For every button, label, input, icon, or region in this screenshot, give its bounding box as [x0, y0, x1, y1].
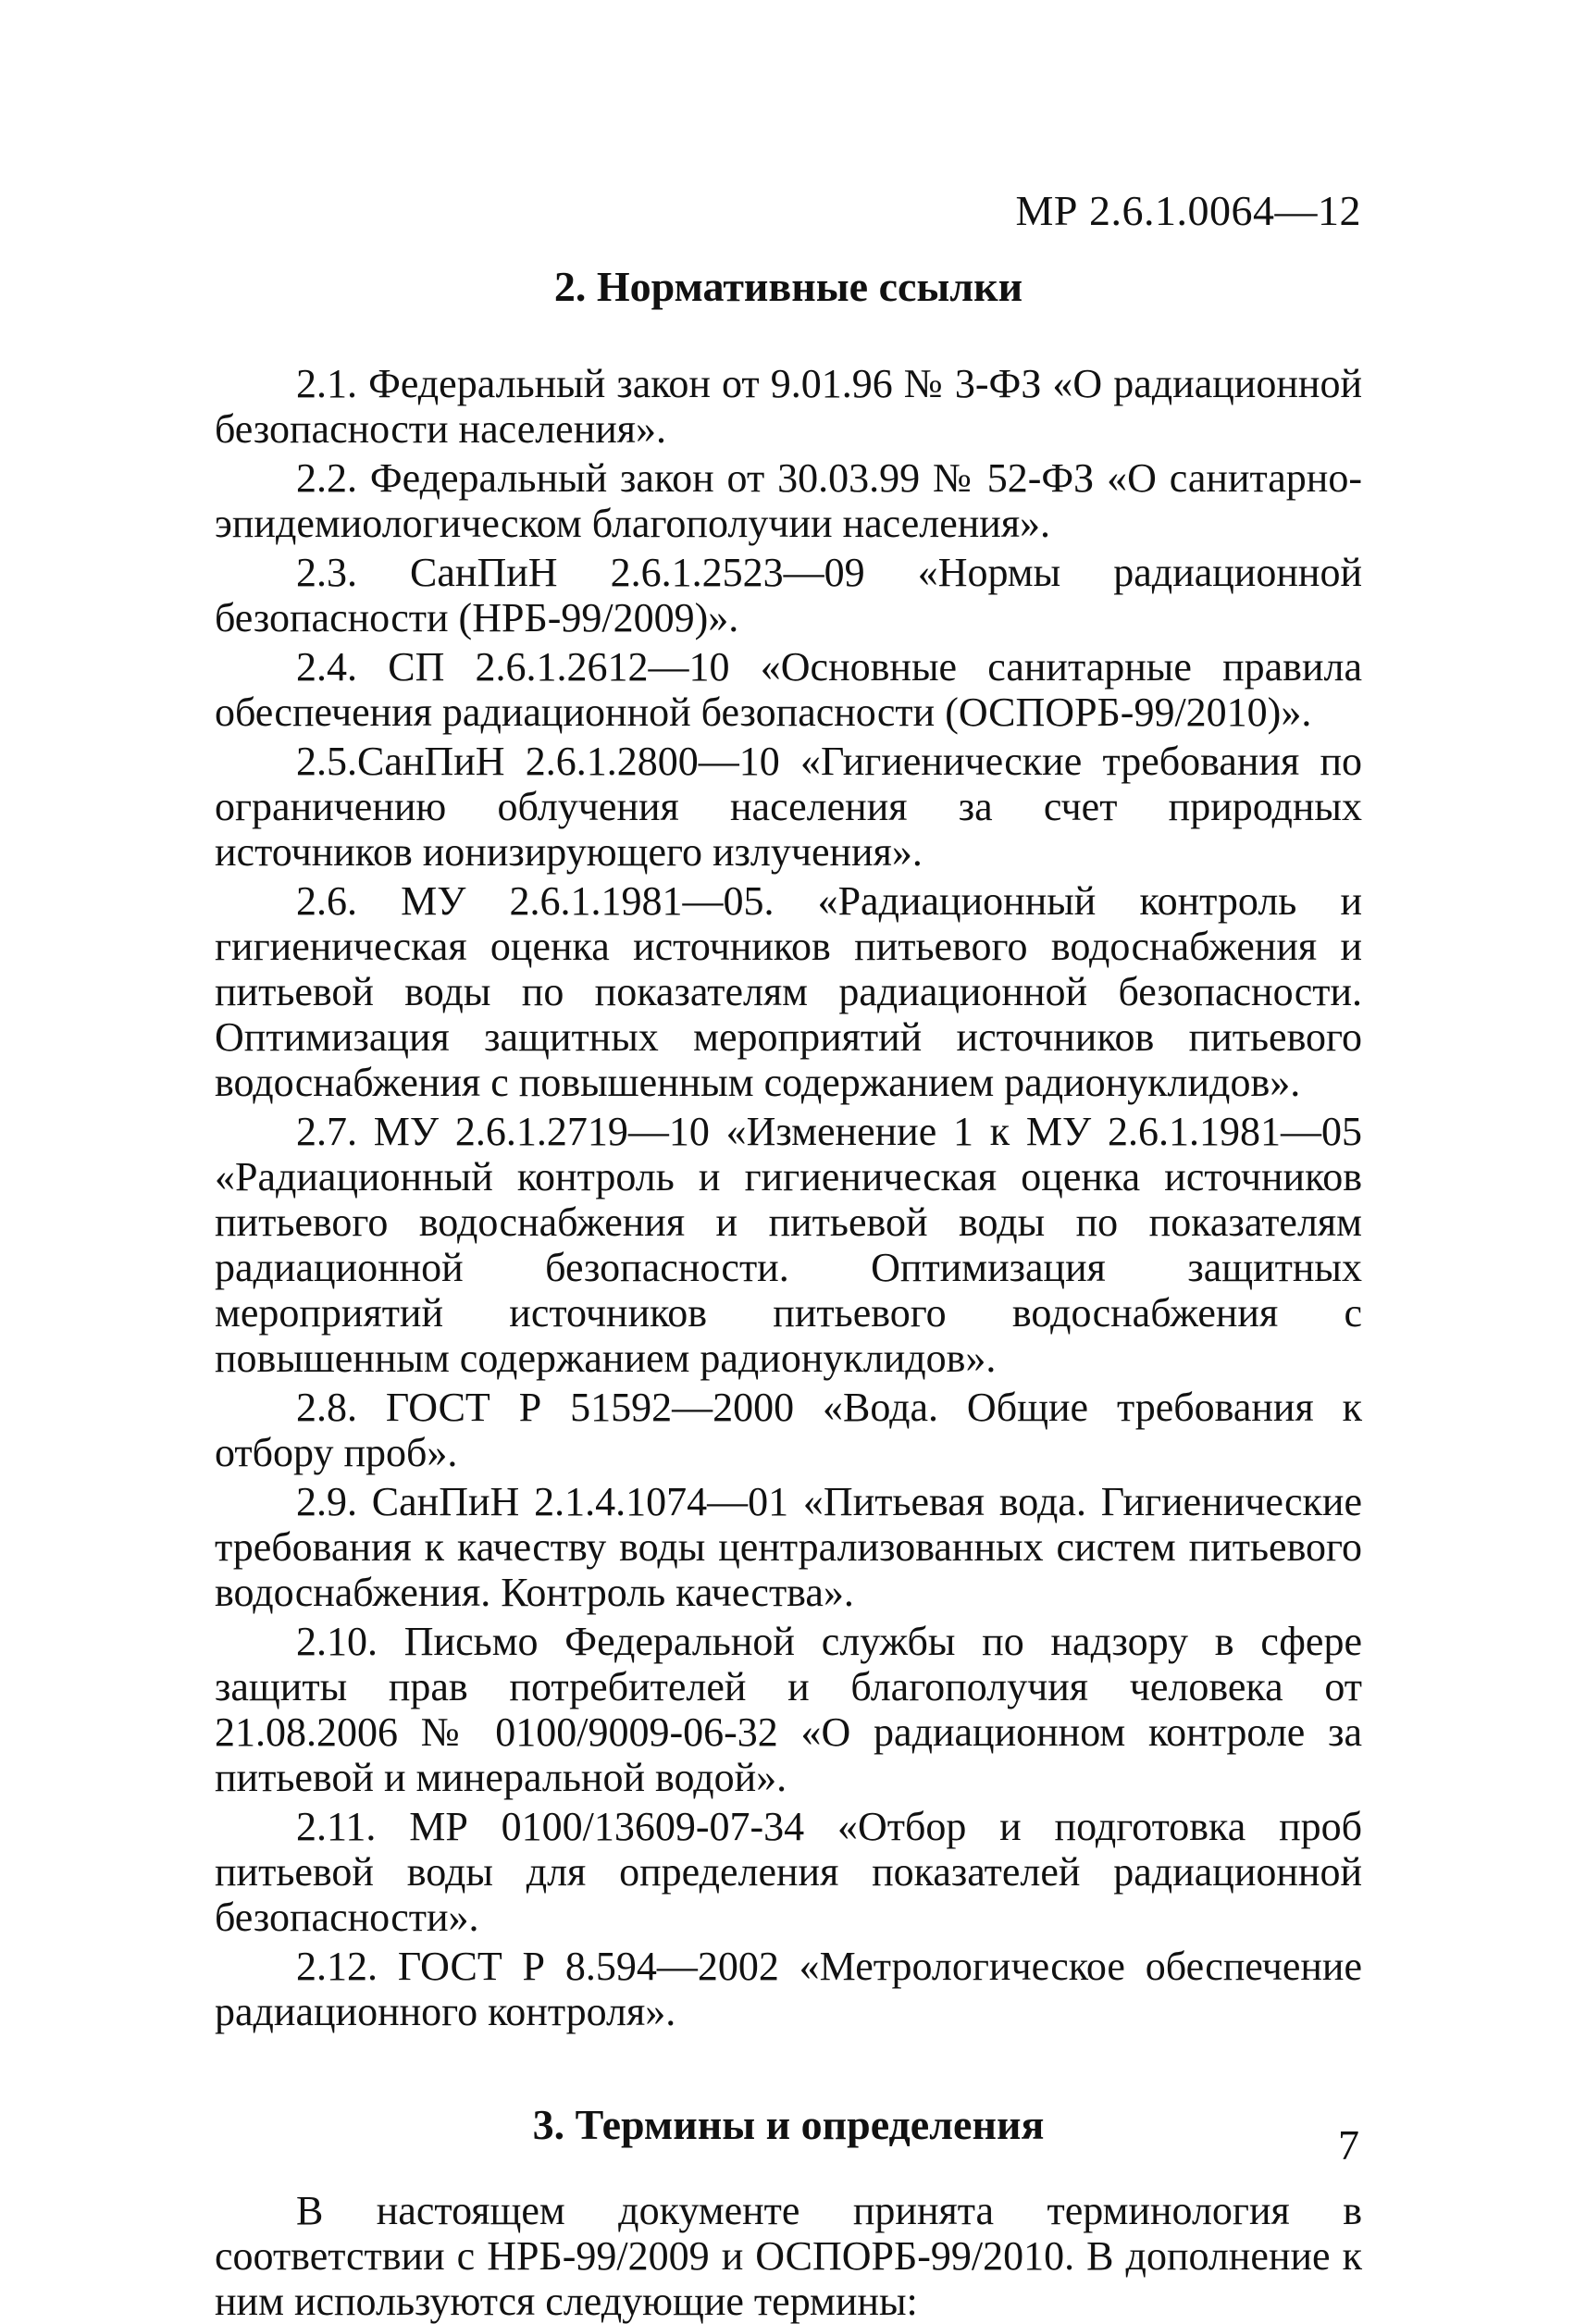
- reference-item-2-7: 2.7. МУ 2.6.1.2719—10 «Изменение 1 к МУ 2.6.1.1981—05 «Радиационный контроль и гигиеническая оценка источников питьевого водоснабжения и питьевой воды по показателям радиационной безопасности. Оптимизация защитных мероприятий источников питьевого водоснабжения с повышенным содержанием радионуклидов».: [215, 1109, 1362, 1381]
- reference-item-2-10: 2.10. Письмо Федеральной службы по надзору в сфере защиты прав потребителей и благополучия человека от 21.08.2006 № 0100/9009-06-32 «О радиационном контроле за питьевой и минеральной водой».: [215, 1619, 1362, 1800]
- reference-item-2-2: 2.2. Федеральный закон от 30.03.99 № 52-ФЗ «О санитарно-эпидемиологическом благополучии населения».: [215, 455, 1362, 546]
- section-2-heading: 2. Нормативные ссылки: [553, 263, 1023, 310]
- reference-item-2-4: 2.4. СП 2.6.1.2612—10 «Основные санитарные правила обеспечения радиационной безопасности (ОСПОРБ-99/2010)».: [215, 644, 1362, 735]
- reference-item-2-6: 2.6. МУ 2.6.1.1981—05. «Радиационный контроль и гигиеническая оценка источников питьевого водоснабжения и питьевой воды по показателям радиационной безопасности. Оптимизация защитных мероприятий источников питьевого водоснабжения с повышенным содержанием радионуклидов».: [215, 878, 1362, 1105]
- reference-item-2-5: 2.5.СанПиН 2.6.1.2800—10 «Гигиенические требования по ограничению облучения населения за счет природных источников ионизирующего излучения».: [215, 739, 1362, 875]
- reference-item-2-8: 2.8. ГОСТ Р 51592—2000 «Вода. Общие требования к отбору проб».: [215, 1385, 1362, 1475]
- reference-item-2-12: 2.12. ГОСТ Р 8.594—2002 «Метрологическое обеспечение радиационного контроля».: [215, 1944, 1362, 2034]
- reference-item-2-11: 2.11. МР 0100/13609-07-34 «Отбор и подготовка проб питьевой воды для определения показателей радиационной безопасности».: [215, 1804, 1362, 1940]
- reference-item-2-1: 2.1. Федеральный закон от 9.01.96 № 3-ФЗ «О радиационной безопасности населения».: [215, 361, 1362, 452]
- reference-item-2-9: 2.9. СанПиН 2.1.4.1074—01 «Питьевая вода. Гигиенические требования к качеству воды централизованных систем питьевого водоснабжения. Контроль качества».: [215, 1479, 1362, 1615]
- section-3-heading: 3. Термины и определения: [532, 2101, 1045, 2148]
- page-number: 7: [1338, 2121, 1359, 2169]
- page-content: [215, 261, 1362, 2324]
- reference-item-2-3: 2.3. СанПиН 2.6.1.2523—09 «Нормы радиационной безопасности (НРБ-99/2009)».: [215, 550, 1362, 640]
- normative-references-list: [215, 361, 1362, 2034]
- terms-intro-paragraph: В настоящем документе принята терминология в соответствии с НРБ-99/2009 и ОСПОРБ-99/2010. В дополнение к ним используются следующие термины:: [215, 2188, 1362, 2324]
- document-code: МР 2.6.1.0064—12: [1015, 187, 1361, 234]
